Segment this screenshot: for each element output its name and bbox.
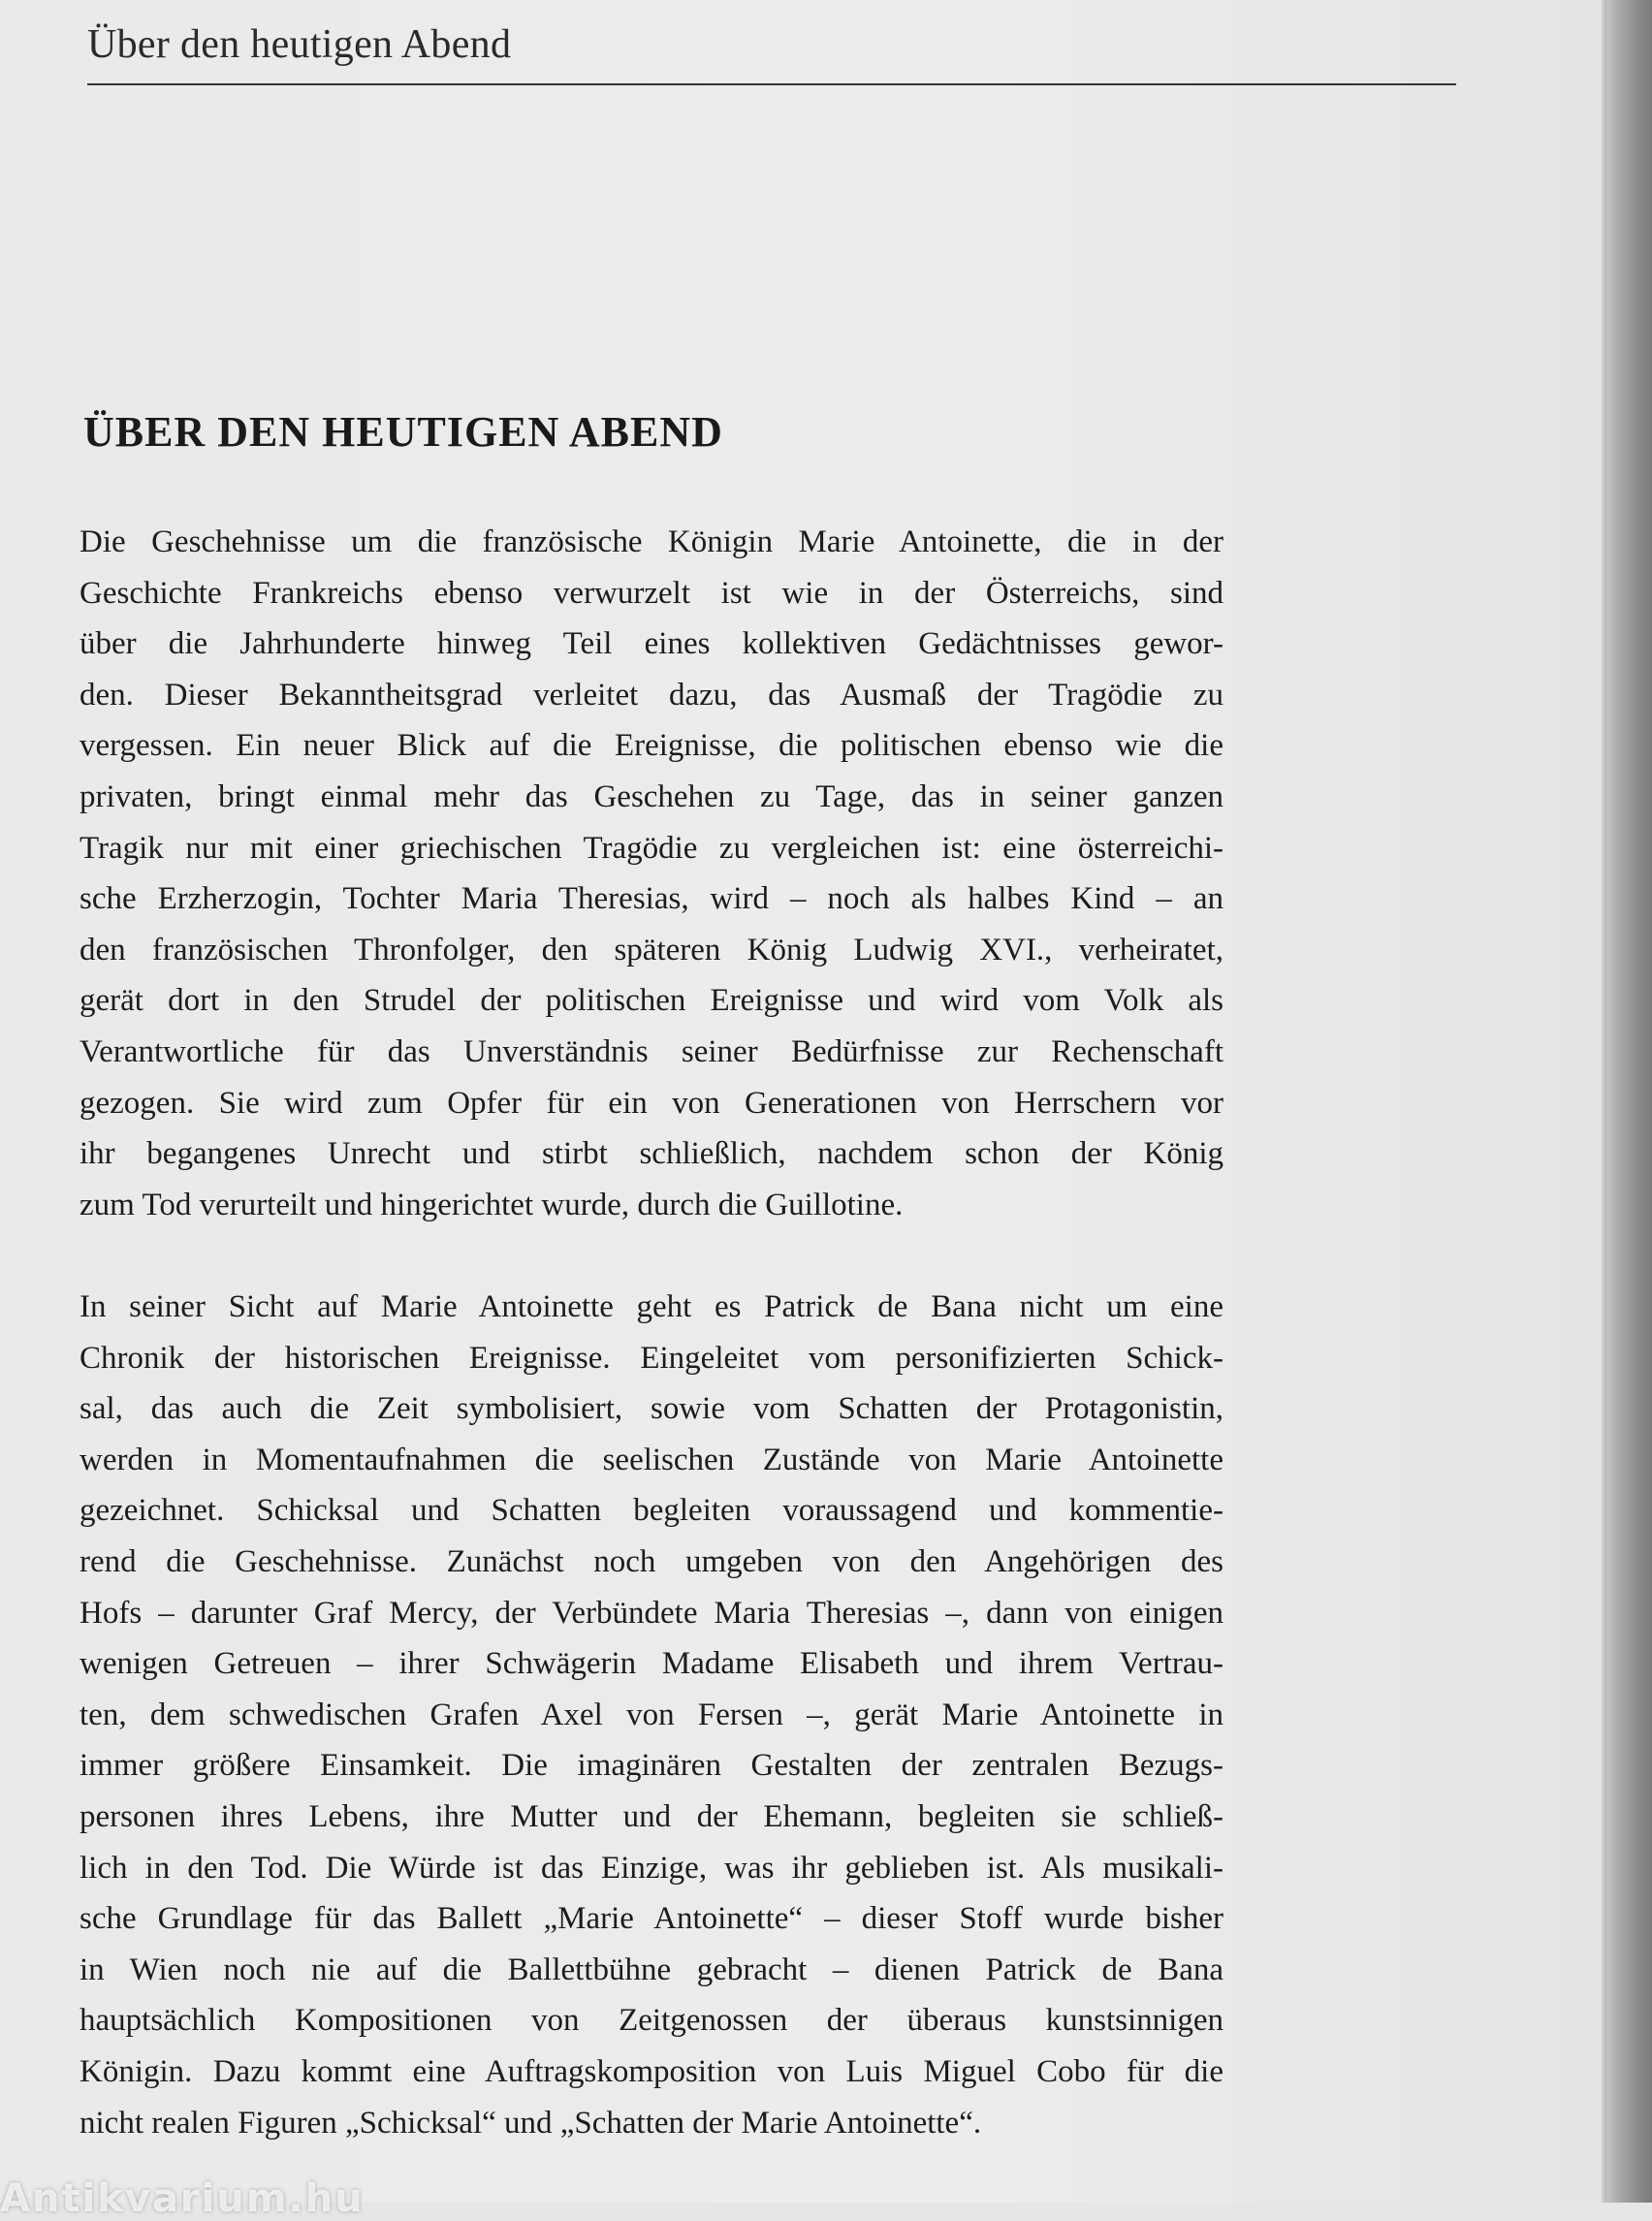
text-line: immer größere Einsamkeit. Die imaginären Gestalten der zentralen Bezugs- [79,1748,1223,1784]
text-line: gerät dort in den Strudel der politischen Ereignisse und wird vom Volk als [79,983,1223,1019]
text-line: ihr begangenes Unrecht und stirbt schließlich, nachdem schon der König [79,1136,1223,1172]
text-line: in Wien noch nie auf die Ballettbühne gebracht – dienen Patrick de Bana [79,1951,1223,1987]
text-line: Chronik der historischen Ereignisse. Eingeleitet vom personifizierten Schick- [79,1340,1223,1376]
page-edge [1602,0,1652,2203]
text-line: zum Tod verurteilt und hingerichtet wurde, durch die Guillotine. [79,1187,904,1222]
text-line: Die Geschehnisse um die französische Königin Marie Antoinette, die in der [79,524,1223,559]
text-line: privaten, bringt einmal mehr das Geschehen zu Tage, das in seiner ganzen [79,778,1223,814]
text-line: gezogen. Sie wird zum Opfer für ein von Generationen von Herrschern vor [79,1085,1223,1121]
header-rule [87,83,1456,85]
text-line: sal, das auch die Zeit symbolisiert, sowie vom Schatten der Protagonistin, [79,1391,1223,1427]
text-line: den französischen Thronfolger, den späteren König Ludwig XVI., verheiratet, [79,932,1223,968]
text-line: den. Dieser Bekanntheitsgrad verleitet dazu, das Ausmaß der Tragödie zu [79,677,1223,713]
running-head: Über den heutigen Abend [87,22,512,67]
page-edge-line [1604,0,1607,2203]
text-line: rend die Geschehnisse. Zunächst noch umgeben von den Angehörigen des [79,1543,1223,1579]
section-heading: ÜBER DEN HEUTIGEN ABEND [83,408,723,456]
paragraph-2 [79,1282,1223,2148]
text-line: sche Grundlage für das Ballett „Marie Antoinette“ – dieser Stoff wurde bisher [79,1901,1223,1937]
text-line: wenigen Getreuen – ihrer Schwägerin Madame Elisabeth und ihrem Vertrau- [79,1646,1223,1682]
text-line: Hofs – darunter Graf Mercy, der Verbündete Maria Theresias –, dann von einigen [79,1595,1223,1631]
text-line: nicht realen Figuren „Schicksal“ und „Schatten der Marie Antoinette“. [79,2105,982,2141]
text-line: über die Jahrhunderte hinweg Teil eines kollektiven Gedächtnisses gewor- [79,626,1223,662]
text-line: Verantwortliche für das Unverständnis seiner Bedürfnisse zur Rechenschaft [79,1033,1223,1069]
text-line: Königin. Dazu kommt eine Auftragskomposition von Luis Miguel Cobo für die [79,2053,1223,2089]
text-line: Tragik nur mit einer griechischen Tragödie zu vergleichen ist: eine österreichi- [79,830,1223,866]
watermark: Antikvarium.hu [0,2176,365,2221]
paragraph-1 [79,517,1223,1230]
text-line: hauptsächlich Kompositionen von Zeitgenossen der überaus kunstsinnigen [79,2003,1223,2039]
text-line: personen ihres Lebens, ihre Mutter und der Ehemann, begleiten sie schließ- [79,1798,1223,1834]
text-line: Geschichte Frankreichs ebenso verwurzelt ist wie in der Österreichs, sind [79,575,1223,611]
text-line: ten, dem schwedischen Grafen Axel von Fersen –, gerät Marie Antoinette in [79,1697,1223,1732]
text-line: gezeichnet. Schicksal und Schatten begleiten voraussagend und kommentie- [79,1493,1223,1529]
text-line: vergessen. Ein neuer Blick auf die Ereignisse, die politischen ebenso wie die [79,728,1223,764]
text-line: werden in Momentaufnahmen die seelischen Zustände von Marie Antoinette [79,1442,1223,1477]
text-line: lich in den Tod. Die Würde ist das Einzige, was ihr geblieben ist. Als musikali- [79,1850,1223,1886]
text-line: sche Erzherzogin, Tochter Maria Theresias, wird – noch als halbes Kind – an [79,881,1223,917]
text-line: In seiner Sicht auf Marie Antoinette geht es Patrick de Bana nicht um eine [79,1289,1223,1324]
